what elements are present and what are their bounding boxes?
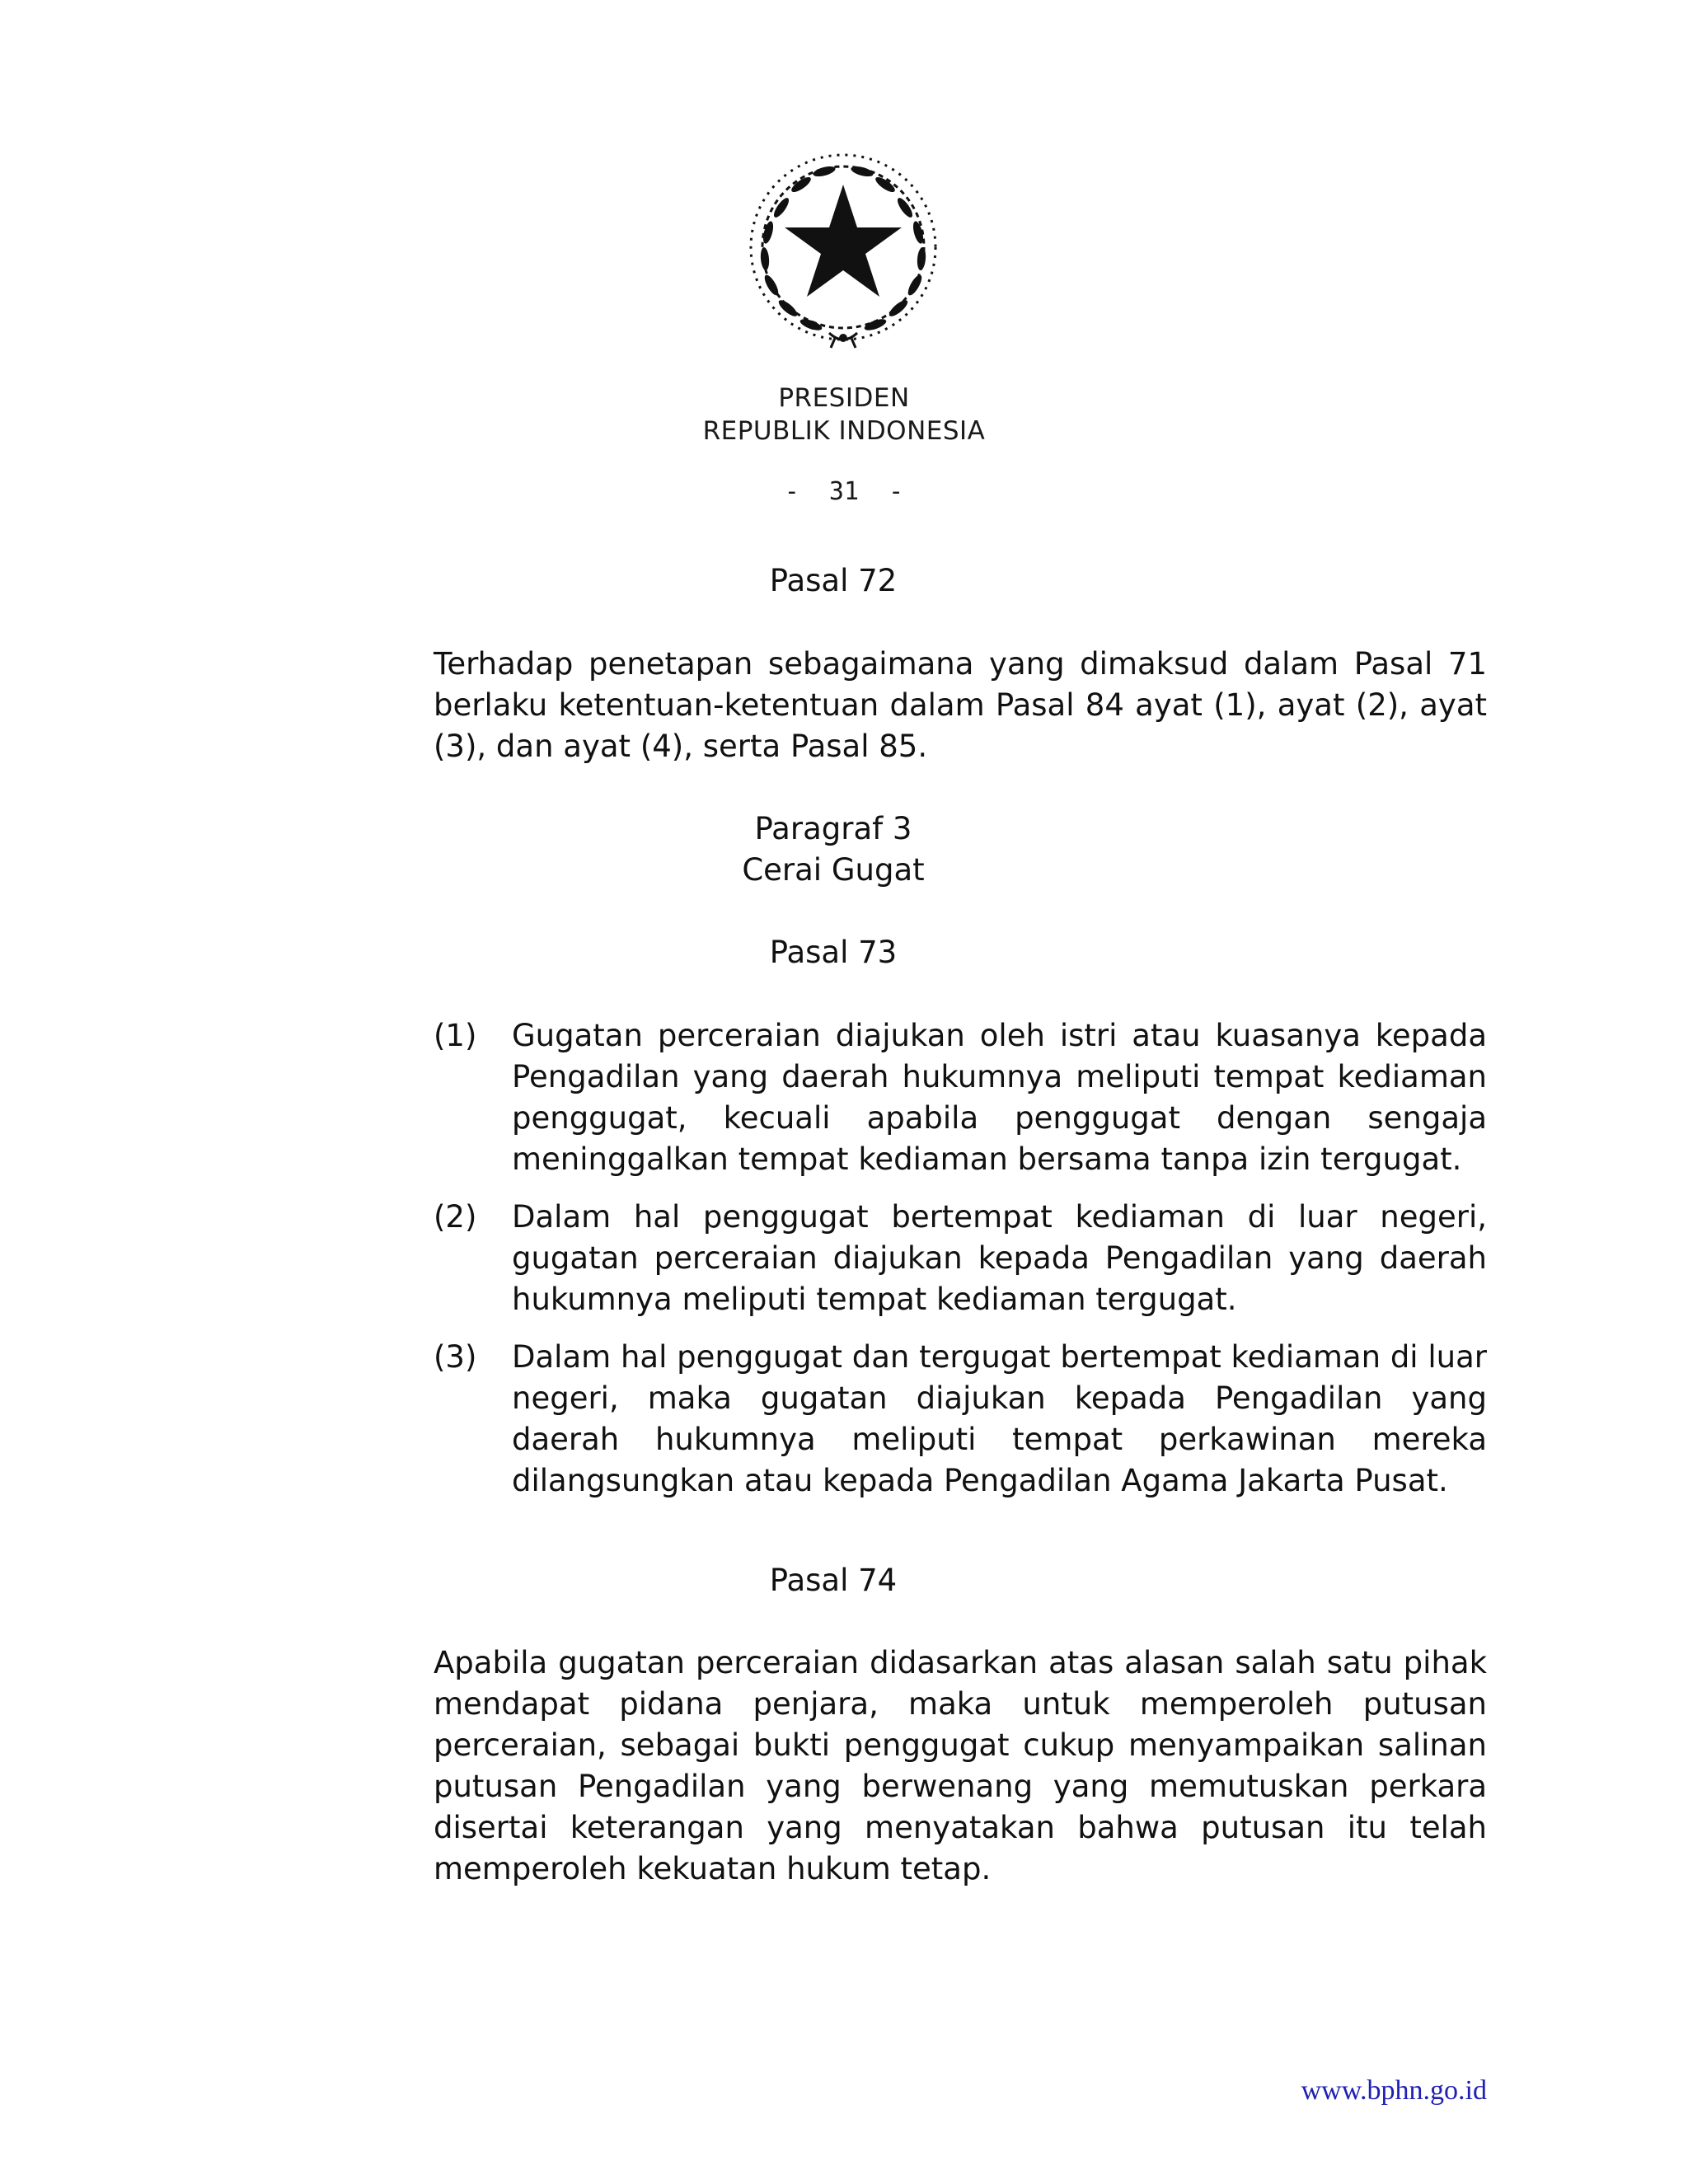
list-item-text: Gugatan perceraian diajukan oleh istri atau kuasanya kepada Pengadilan yang daerah hukumnya meliputi tempat kediaman penggugat, kecuali apabila penggugat dengan sengaja meninggalkan tempat kediaman bersama tanpa izin tergugat. [512,1018,1487,1177]
header-title-republik: REPUBLIK INDONESIA [702,416,986,446]
pasal-73-heading: Pasal 73 [769,935,898,970]
list-item [434,1337,1487,1502]
header-title-presiden: PRESIDEN [778,383,910,413]
page-number: - 31 - [784,477,904,506]
list-item [434,1015,1487,1180]
pasal-74-text: Apabila gugatan perceraian didasarkan atas alasan salah satu pihak mendapat pidana penjara, maka untuk memperoleh putusan perceraian, sebagai bukti penggugat cukup menyampaikan salinan putusan Pengadilan yang berwenang yang memutuskan perkara disertai keterangan yang menyatakan bahwa putusan itu telah memperoleh kekuatan hukum tetap. [434,1645,1487,1886]
list-item-number: (2) [434,1199,477,1235]
pasal-72-text: Terhadap penetapan sebagaimana yang dimaksud dalam Pasal 71 berlaku ketentuan-ketentuan dalam Pasal 84 ayat (1), ayat (2), ayat (3), dan ayat (4), serta Pasal 85. [434,646,1487,764]
pasal-72-heading: Pasal 72 [769,563,898,598]
pasal-74-heading: Pasal 74 [769,1563,898,1598]
list-item [434,1197,1487,1320]
list-item-text: Dalam hal penggugat dan tergugat bertempat kediaman di luar negeri, maka gugatan diajukan kepada Pengadilan yang daerah hukumnya meliputi tempat perkawinan mereka dilangsungkan atau kepada Pengadilan Agama Jakarta Pusat. [512,1339,1487,1498]
list-item-number: (1) [434,1018,477,1053]
footer-website-link[interactable]: www.bphn.go.id [1301,2075,1487,2106]
paragraf-3-title: Cerai Gugat [742,852,925,888]
list-item-number: (3) [434,1339,477,1375]
paragraf-3-label: Paragraf 3 [754,811,912,846]
list-item-text: Dalam hal penggugat bertempat kediaman di luar negeri, gugatan perceraian diajukan kepada Pengadilan yang daerah hukumnya meliputi tempat kediaman tergugat. [512,1199,1487,1317]
presidential-emblem-icon [732,142,954,358]
